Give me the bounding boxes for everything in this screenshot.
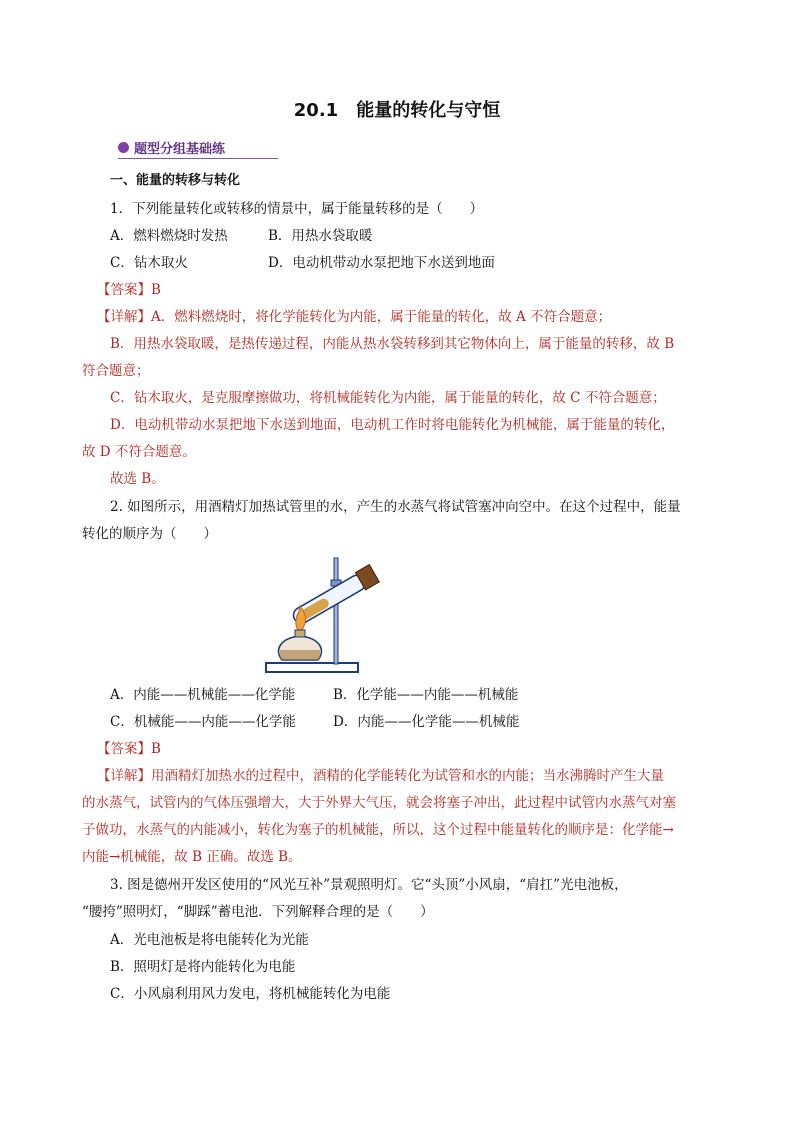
q2-option-d: D．内能——化学能——机械能: [333, 714, 520, 730]
q2-detail-2: 的水蒸气，试管内的气体压强增大，大于外界大气压，就会将塞子冲出，此过程中试管内水蒸气对塞: [82, 795, 676, 811]
q2-option-a: A．内能——机械能——化学能: [110, 687, 296, 703]
q1-detail-1: 【详解】A．燃料燃烧时，将化学能转化为内能，属于能量的转化，故 A 不符合题意；: [97, 309, 612, 325]
q2-stem-b: 转化的顺序为（ ）: [82, 526, 217, 542]
q1-detail-4a: D．电动机带动水泵把地下水送到地面，电动机工作时将电能转化为机械能，属于能量的转化，: [110, 417, 675, 433]
section-badge-label: 题型分组基础练: [134, 142, 226, 157]
section-badge: [118, 138, 278, 159]
q3-option-b: B．照明灯是将内能转化为电能: [110, 959, 296, 975]
q1-detail-4b: 故 D 不符合题意。: [82, 444, 196, 460]
q3-stem-a: 3. 图是德州开发区使用的“风光互补”景观照明灯。它“头顶”小风扇，“肩扛”光电池板，: [110, 877, 628, 893]
test-tube-heating-apparatus-icon: [262, 550, 392, 678]
q2-detail-3: 子做功，水蒸气的内能减小，转化为塞子的机械能，所以，这个过程中能量转化的顺序是：化学能→: [82, 822, 674, 838]
bullet-dot-icon: [118, 142, 129, 153]
q1-option-d: D．电动机带动水泵把地下水送到地面: [268, 255, 495, 271]
q2-stem-a: 2. 如图所示，用酒精灯加热试管里的水，产生的水蒸气将试管塞冲向空中。在这个过程中，能量: [110, 499, 681, 515]
section-heading: 一、能量的转移与转化: [110, 173, 241, 188]
q2-option-c: C．机械能——内能——化学能: [110, 714, 296, 730]
q2-option-b: B．化学能——内能——机械能: [333, 687, 519, 703]
q1-detail-2b: 符合题意；: [82, 363, 150, 379]
q3-option-a: A．光电池板是将电能转化为光能: [110, 932, 309, 948]
q1-conclusion: 故选 B。: [110, 471, 165, 487]
q1-answer: 【答案】B: [97, 282, 161, 298]
q1-option-c: C．钻木取火: [110, 255, 188, 271]
q1-stem: 1．下列能量转化或转移的情景中，属于能量转移的是（ ）: [110, 201, 484, 217]
q1-detail-2a: B．用热水袋取暖，是热传递过程，内能从热水袋转移到其它物体向上，属于能量的转移，故 B: [110, 336, 675, 352]
q3-option-c: C．小风扇利用风力发电，将机械能转化为电能: [110, 986, 391, 1002]
q2-detail-4: 内能→机械能，故 B 正确。故选 B。: [82, 849, 302, 865]
q1-detail-3: C．钻木取火，是克服摩擦做功，将机械能转化为内能，属于能量的转化，故 C 不符合题意；: [110, 390, 666, 406]
q2-answer: 【答案】B: [97, 741, 161, 757]
q1-option-a: A．燃料燃烧时发热: [110, 228, 228, 244]
q3-stem-b: “腰挎”照明灯，“脚踩”蓄电池．下列解释合理的是（ ）: [82, 904, 434, 920]
q1-option-b: B．用热水袋取暖: [268, 228, 373, 244]
q2-detail-1: 【详解】用酒精灯加热水的过程中，酒精的化学能转化为试管和水的内能；当水沸腾时产生大量: [97, 768, 664, 784]
page-title: 20.1 能量的转化与守恒: [293, 100, 501, 121]
